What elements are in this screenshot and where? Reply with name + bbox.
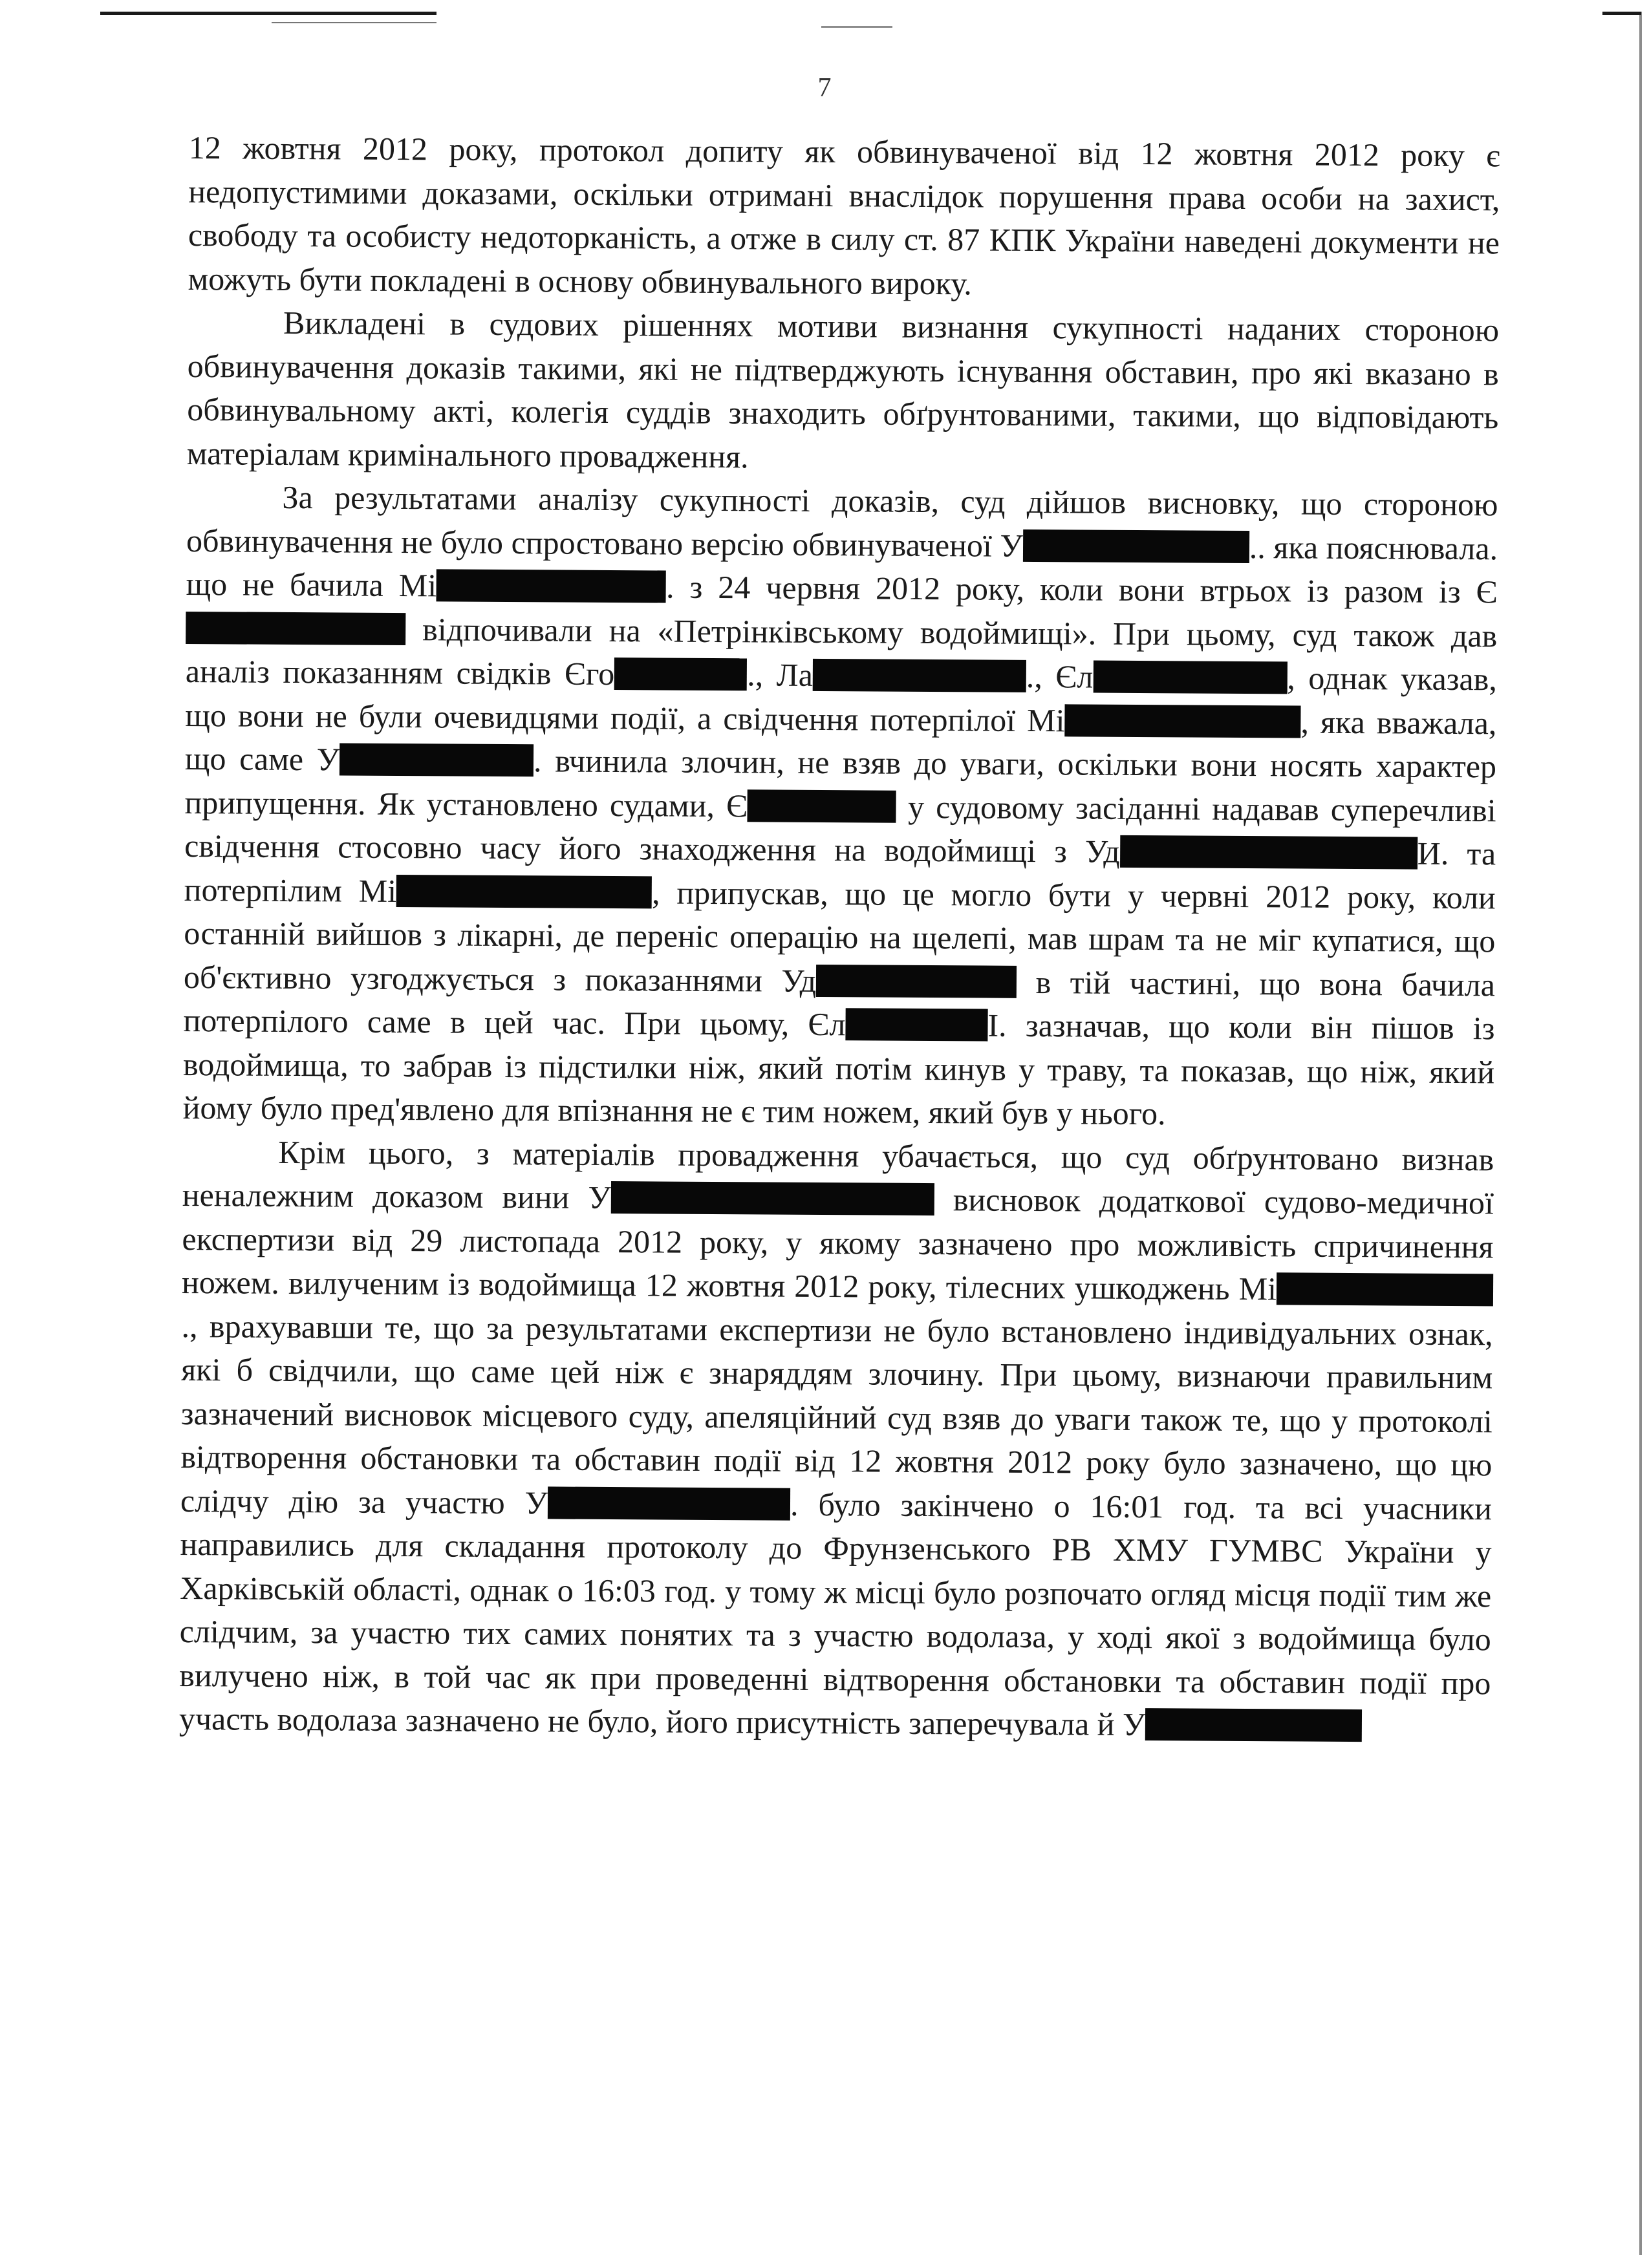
paragraph-3-text: відпочивали на «Петрінківському водоймищі». При цьому, суд також дав аналіз показанням свідків Єго	[185, 610, 1498, 692]
scan-edge-line-top-right	[1602, 12, 1641, 15]
paragraph-1: 12 жовтня 2012 року, протокол допиту як обвинуваченої від 12 жовтня 2012 року є недопустимими доказами, оскільки отримані внаслідок порушення права особи на захист, свободу та особисту недоторканість, а отже в силу ст. 87 КПК України наведені документи не можуть бути покладені в основу обвинувального вироку.	[188, 129, 1500, 301]
redaction-box	[813, 659, 1026, 692]
paragraph-2: Викладені в судових рішеннях мотиви визнання сукупності наданих стороною обвинувачення доказів такими, які не підтверджують існування обставин, про які вказано в обвинувальному акті, колегія суддів знаходить обґрунтованими, такими, що відповідають матеріалам кримінального провадження.	[186, 304, 1500, 475]
paragraph-3-text: И. та потерпілим Мі	[184, 835, 1496, 909]
redaction-box	[614, 658, 747, 690]
redaction-box	[1064, 704, 1300, 738]
redaction-box	[748, 789, 896, 822]
paragraph-3-text: ., Ла	[747, 656, 814, 693]
paragraph-4-text: . було закінчено о 16:01 год. та всі учасники направились для складання протоколу до Фрунзенського РВ ХМУ ГУМВС України у Харківській області, однак о 16:03 год. у тому ж місці було розпочато огляд місця події тим же слідчим, за участю тих самих понятих та з участю водолаза, у ході якої з водоймища було вилучено ніж, в той час як при проведенні відтворення обстановки та обставин події про участь водолаза зазначено не було, його присутність заперечувала й У	[178, 1486, 1493, 1743]
paragraph-3-text: у судовому засіданні надавав суперечливі свідчення стосовно часу його знаходження на водоймищі з Уд	[184, 788, 1496, 870]
paragraph-4-text: висновок додаткової судово-медичної експертизи від 29 листопада 2012 року, у якому зазначено про можливість спричинення ножем. вилученим із водоймища 12 жовтня 2012 року, тілесних ушкоджень Мі	[181, 1181, 1494, 1307]
paragraph-3-text: .. яка пояснювала. що не бачила Мі	[186, 528, 1498, 604]
redaction-box	[1277, 1272, 1493, 1306]
paragraph-3-text: в тій частині, що вона бачила потерпілого саме в цей час. При цьому, Єл	[183, 963, 1496, 1043]
paragraph-3-text: За результатами аналізу сукупності доказів, суд дійшов висновку, що стороною обвинувачення не було спростовано версію обвинуваченої У	[186, 478, 1498, 564]
redaction-box	[1023, 529, 1249, 562]
redaction-box	[816, 964, 1017, 998]
scan-edge-line-top-left-thin	[272, 22, 436, 23]
paragraph-3-text: . вчинила злочин, не взяв до уваги, оскільки вони носять характер припущення. Як установлено судами, Є	[184, 742, 1497, 824]
redaction-box	[339, 743, 534, 776]
redaction-box	[396, 874, 652, 908]
redaction-box	[1093, 661, 1287, 694]
redaction-box	[845, 1008, 987, 1041]
paragraph-3-text: , однак указав, що вони не були очевидцями події, а свідчення потерпілої Мі	[185, 659, 1497, 738]
paragraph-3	[183, 475, 1498, 1138]
redaction-box	[186, 611, 405, 645]
redaction-box	[548, 1486, 790, 1520]
paragraph-3-text: , яка вважала, що саме У	[184, 703, 1497, 778]
redaction-box	[1120, 835, 1417, 870]
document-body	[179, 126, 1500, 1749]
redaction-box	[611, 1181, 934, 1215]
scan-edge-line-top-left	[100, 12, 436, 15]
paragraph-4-text: ., врахувавши те, що за результатами експертизи не було встановлено індивідуальних ознак, які б свідчили, що саме цей ніж є знаряддям злочину. При цьому, визнаючи правильним зазначений висновок місцевого суду, апеляційний суд взяв до уваги також те, що у протоколі відтворення обстановки та обставин події від 12 жовтня 2012 року було зазначено, що цю слідчу дію за участю У	[180, 1307, 1493, 1521]
paragraph-4	[179, 1129, 1494, 1748]
paragraph-3-text: . з 24 червня 2012 року, коли вони втрьох із разом із Є	[665, 568, 1498, 610]
paragraph-3-text: , припускав, що це могло бути у червні 2012 року, коли останній вийшов з лікарні, де переніс операцію на щелепі, мав шрам та не міг купатися, що об'єктивно узгоджується з показаннями Уд	[183, 873, 1496, 999]
page-number: 7	[817, 73, 832, 103]
redaction-box	[436, 569, 666, 603]
paragraph-3-text: І. зазначав, що коли він пішов із водоймища, то забрав із підстилки ніж, який потім кинув у траву, та показав, що ніж, який йому було пред'явлено для впізнання не є тим ножем, який був у нього.	[182, 1007, 1495, 1132]
paragraph-4-text: Крім цього, з матеріалів провадження убачається, що суд обґрунтовано визнав неналежним доказом вини У	[182, 1133, 1494, 1216]
scan-dash-top-center	[821, 26, 892, 28]
paragraph-3-text: ., Єл	[1026, 658, 1094, 695]
scan-edge-line-right	[1639, 12, 1642, 2255]
redaction-box	[1145, 1708, 1362, 1742]
